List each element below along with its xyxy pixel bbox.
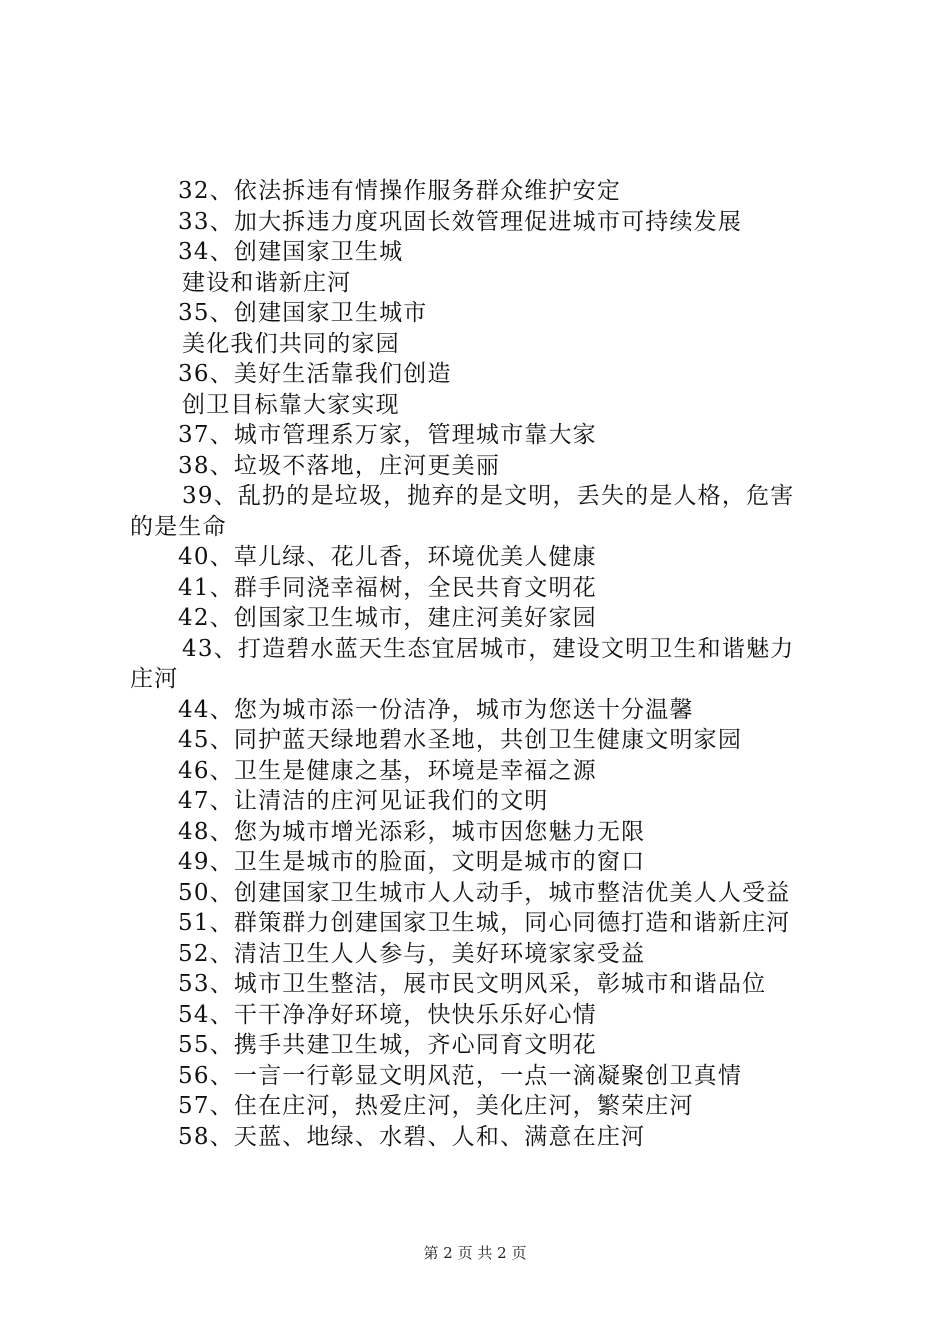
slogan-line-42: 42、创国家卫生城市，建庄河美好家园 bbox=[178, 605, 597, 631]
slogan-line-56: 56、一言一行彰显文明风范，一点一滴凝聚创卫真情 bbox=[178, 1062, 743, 1089]
slogan-line-46: 46、卫生是健康之基，环境是幸福之源 bbox=[178, 757, 597, 784]
slogan-line-54: 54、干干净净好环境，快快乐乐好心情 bbox=[178, 1001, 597, 1028]
slogan-line-50: 50、创建国家卫生城市人人动手，城市整洁优美人人受益 bbox=[178, 879, 791, 906]
slogan-line-33: 33、加大拆违力度巩固长效管理促进城市可持续发展 bbox=[178, 208, 743, 235]
slogan-line-45: 45、同护蓝天绿地碧水圣地，共创卫生健康文明家园 bbox=[178, 727, 743, 753]
slogan-line-41: 41、群手同浇幸福树，全民共育文明花 bbox=[178, 574, 597, 601]
slogan-line-48: 48、您为城市增光添彩，城市因您魅力无限 bbox=[178, 818, 646, 845]
slogan-line-38: 38、垃圾不落地，庄河更美丽 bbox=[178, 452, 501, 479]
slogan-line-35: 35、创建国家卫生城市 bbox=[178, 300, 428, 326]
slogan-line-34-continued: 建设和谐新庄河 bbox=[182, 269, 352, 296]
slogan-line-43-wrapped: 庄河 bbox=[130, 666, 179, 692]
slogan-line-49: 49、卫生是城市的脸面，文明是城市的窗口 bbox=[178, 849, 646, 875]
slogan-line-39-wrapped: 的是生命 bbox=[130, 513, 227, 540]
slogan-line-52: 52、清洁卫生人人参与，美好环境家家受益 bbox=[178, 940, 646, 967]
slogan-line-44: 44、您为城市添一份洁净，城市为您送十分温馨 bbox=[178, 696, 694, 723]
slogan-list bbox=[130, 176, 830, 1152]
slogan-line-47: 47、让清洁的庄河见证我们的文明 bbox=[178, 788, 549, 814]
slogan-line-39: 39、乱扔的是垃圾，抛弃的是文明，丢失的是人格，危害 bbox=[182, 483, 795, 509]
slogan-line-32: 32、依法拆违有情操作服务群众维护安定 bbox=[178, 178, 622, 204]
slogan-line-35-continued: 美化我们共同的家园 bbox=[182, 330, 400, 357]
slogan-line-55: 55、携手共建卫生城，齐心同育文明花 bbox=[178, 1032, 597, 1058]
slogan-line-34: 34、创建国家卫生城 bbox=[178, 239, 404, 265]
slogan-line-36: 36、美好生活靠我们创造 bbox=[178, 361, 452, 387]
slogan-line-53: 53、城市卫生整洁，展市民文明风采，彰城市和谐品位 bbox=[178, 971, 767, 997]
slogan-line-43: 43、打造碧水蓝天生态宜居城市，建设文明卫生和谐魅力 bbox=[182, 635, 795, 662]
slogan-line-37: 37、城市管理系万家，管理城市靠大家 bbox=[178, 422, 597, 448]
slogan-line-57: 57、住在庄河，热爱庄河，美化庄河，繁荣庄河 bbox=[178, 1093, 694, 1119]
slogan-line-58: 58、天蓝、地绿、水碧、人和、满意在庄河 bbox=[178, 1123, 646, 1150]
slogan-line-36-continued: 创卫目标靠大家实现 bbox=[182, 391, 400, 418]
slogan-line-40: 40、草儿绿、花儿香，环境优美人健康 bbox=[178, 544, 597, 570]
slogan-line-51: 51、群策群力创建国家卫生城，同心同德打造和谐新庄河 bbox=[178, 910, 791, 936]
page-footer: 第 2 页 共 2 页 bbox=[423, 1244, 527, 1262]
